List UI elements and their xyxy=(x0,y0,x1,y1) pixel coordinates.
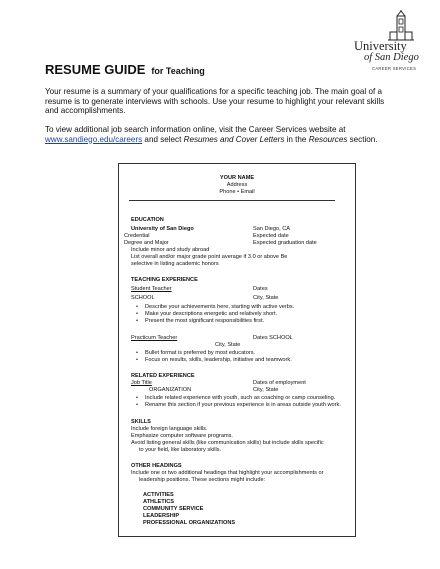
teaching-job2-bullet: • Bullet format is preferred by most educators. xyxy=(145,350,255,356)
website-text-mid2: in the xyxy=(284,134,309,144)
teaching-job1-bullet: • Make your descriptions energetic and relatively short. xyxy=(145,311,277,317)
page-title xyxy=(45,62,205,77)
teaching-job2-title: Practicum Teacher xyxy=(131,335,178,341)
teaching-job2-location: City, State xyxy=(215,342,241,348)
logo-text-university: University xyxy=(354,39,407,53)
other-item: COMMUNITY SERVICE xyxy=(143,506,204,512)
intro-paragraph: Your resume is a summary of your qualifications for a specific teaching job. The main goal of a resume is to generate interviews with schools. Use your resume to highlight your relevant skills and accomplishments. xyxy=(45,87,385,116)
teaching-job1-location: City, State xyxy=(253,295,279,301)
education-minor: Include minor and study abroad xyxy=(131,247,210,253)
related-job-title: Job Title xyxy=(131,380,152,386)
sample-resume xyxy=(118,163,356,537)
education-location: San Diego, CA xyxy=(253,226,291,232)
teaching-job1-school: SCHOOL xyxy=(131,295,155,301)
skills-heading: SKILLS xyxy=(131,419,151,425)
careers-website-link[interactable]: www.sandiego.edu/careers xyxy=(45,134,143,144)
sample-contact: Phone • Email xyxy=(219,189,255,195)
resources-text: Resources xyxy=(308,134,348,144)
teaching-job1-bullet: • Present the most significant responsibilities first. xyxy=(145,318,264,324)
teaching-job1-bullet: • Describe your achievements here, starting with active verbs. xyxy=(145,304,294,310)
website-intro-text: To view additional job search information online, visit the Career Services website at xyxy=(45,125,346,134)
education-gpa-line1: List overall and/or major grade point average if 3.0 or above Be xyxy=(131,254,288,260)
education-heading: EDUCATION xyxy=(131,217,164,223)
related-dates: Dates of employment xyxy=(253,380,306,386)
education-credential: Credential xyxy=(124,233,150,239)
related-heading: RELATED EXPERIENCE xyxy=(131,373,195,379)
page-title-main: RESUME GUIDE xyxy=(45,62,146,77)
website-text-end: section. xyxy=(347,134,378,144)
mission-tower-icon xyxy=(388,10,414,42)
other-item: ACTIVITIES xyxy=(143,492,174,498)
skills-line: to your field, like laboratory skills. xyxy=(139,447,222,453)
related-bullet: • Rename this section if your previous experience is in areas outside youth work. xyxy=(145,402,341,408)
teaching-job2-bullet: • Focus on results, skills, leadership, initiative and teamwork. xyxy=(145,357,292,363)
other-item: LEADERSHIP xyxy=(143,513,180,519)
education-gpa-line2: selective in listing academic honors xyxy=(131,261,219,267)
logo-text-san-diego: of San Diego xyxy=(364,52,419,63)
university-logo xyxy=(350,10,432,76)
teaching-job2-dates-school: Dates SCHOOL xyxy=(253,335,293,341)
website-text-mid: and select xyxy=(142,134,184,144)
related-bullet: • Include related experience with youth, such as coaching or camp counseling. xyxy=(145,395,335,401)
teaching-job1-title: Student Teacher xyxy=(131,286,172,292)
education-expected-grad: Expected graduation date xyxy=(253,240,317,246)
page-subtitle: for Teaching xyxy=(151,66,205,76)
sample-divider xyxy=(129,200,335,201)
other-line2: leadership positions. These sections might include: xyxy=(139,477,266,483)
logo-text-career-services: CAREER SERVICES xyxy=(372,66,417,71)
sample-name: YOUR NAME xyxy=(219,175,255,181)
related-org: ORGANIZATION xyxy=(149,387,192,393)
teaching-job1-dates: Dates xyxy=(253,286,268,292)
skills-line: Emphasize computer software programs. xyxy=(131,433,233,439)
careers-website-paragraph xyxy=(45,125,390,144)
other-heading: OTHER HEADINGS xyxy=(131,463,182,469)
education-expected-date: Expected date xyxy=(253,233,289,239)
other-item: PROFESSIONAL ORGANIZATIONS xyxy=(143,520,236,526)
skills-line: Include foreign language skills. xyxy=(131,426,208,432)
other-line1: Include one or two additional headings that highlight your accomplishments or xyxy=(131,470,324,476)
sample-address: Address xyxy=(226,182,248,188)
other-item: ATHLETICS xyxy=(143,499,174,505)
education-degree: Degree and Major xyxy=(124,240,169,246)
teaching-heading: TEACHING EXPERIENCE xyxy=(131,277,198,283)
education-school: University of San Diego xyxy=(131,226,194,232)
skills-line: Avoid listing general skills (like communication skills) but include skills specific xyxy=(131,440,324,446)
resumes-cover-letters-text: Resumes and Cover Letters xyxy=(183,134,285,144)
related-location: City, State xyxy=(253,387,279,393)
